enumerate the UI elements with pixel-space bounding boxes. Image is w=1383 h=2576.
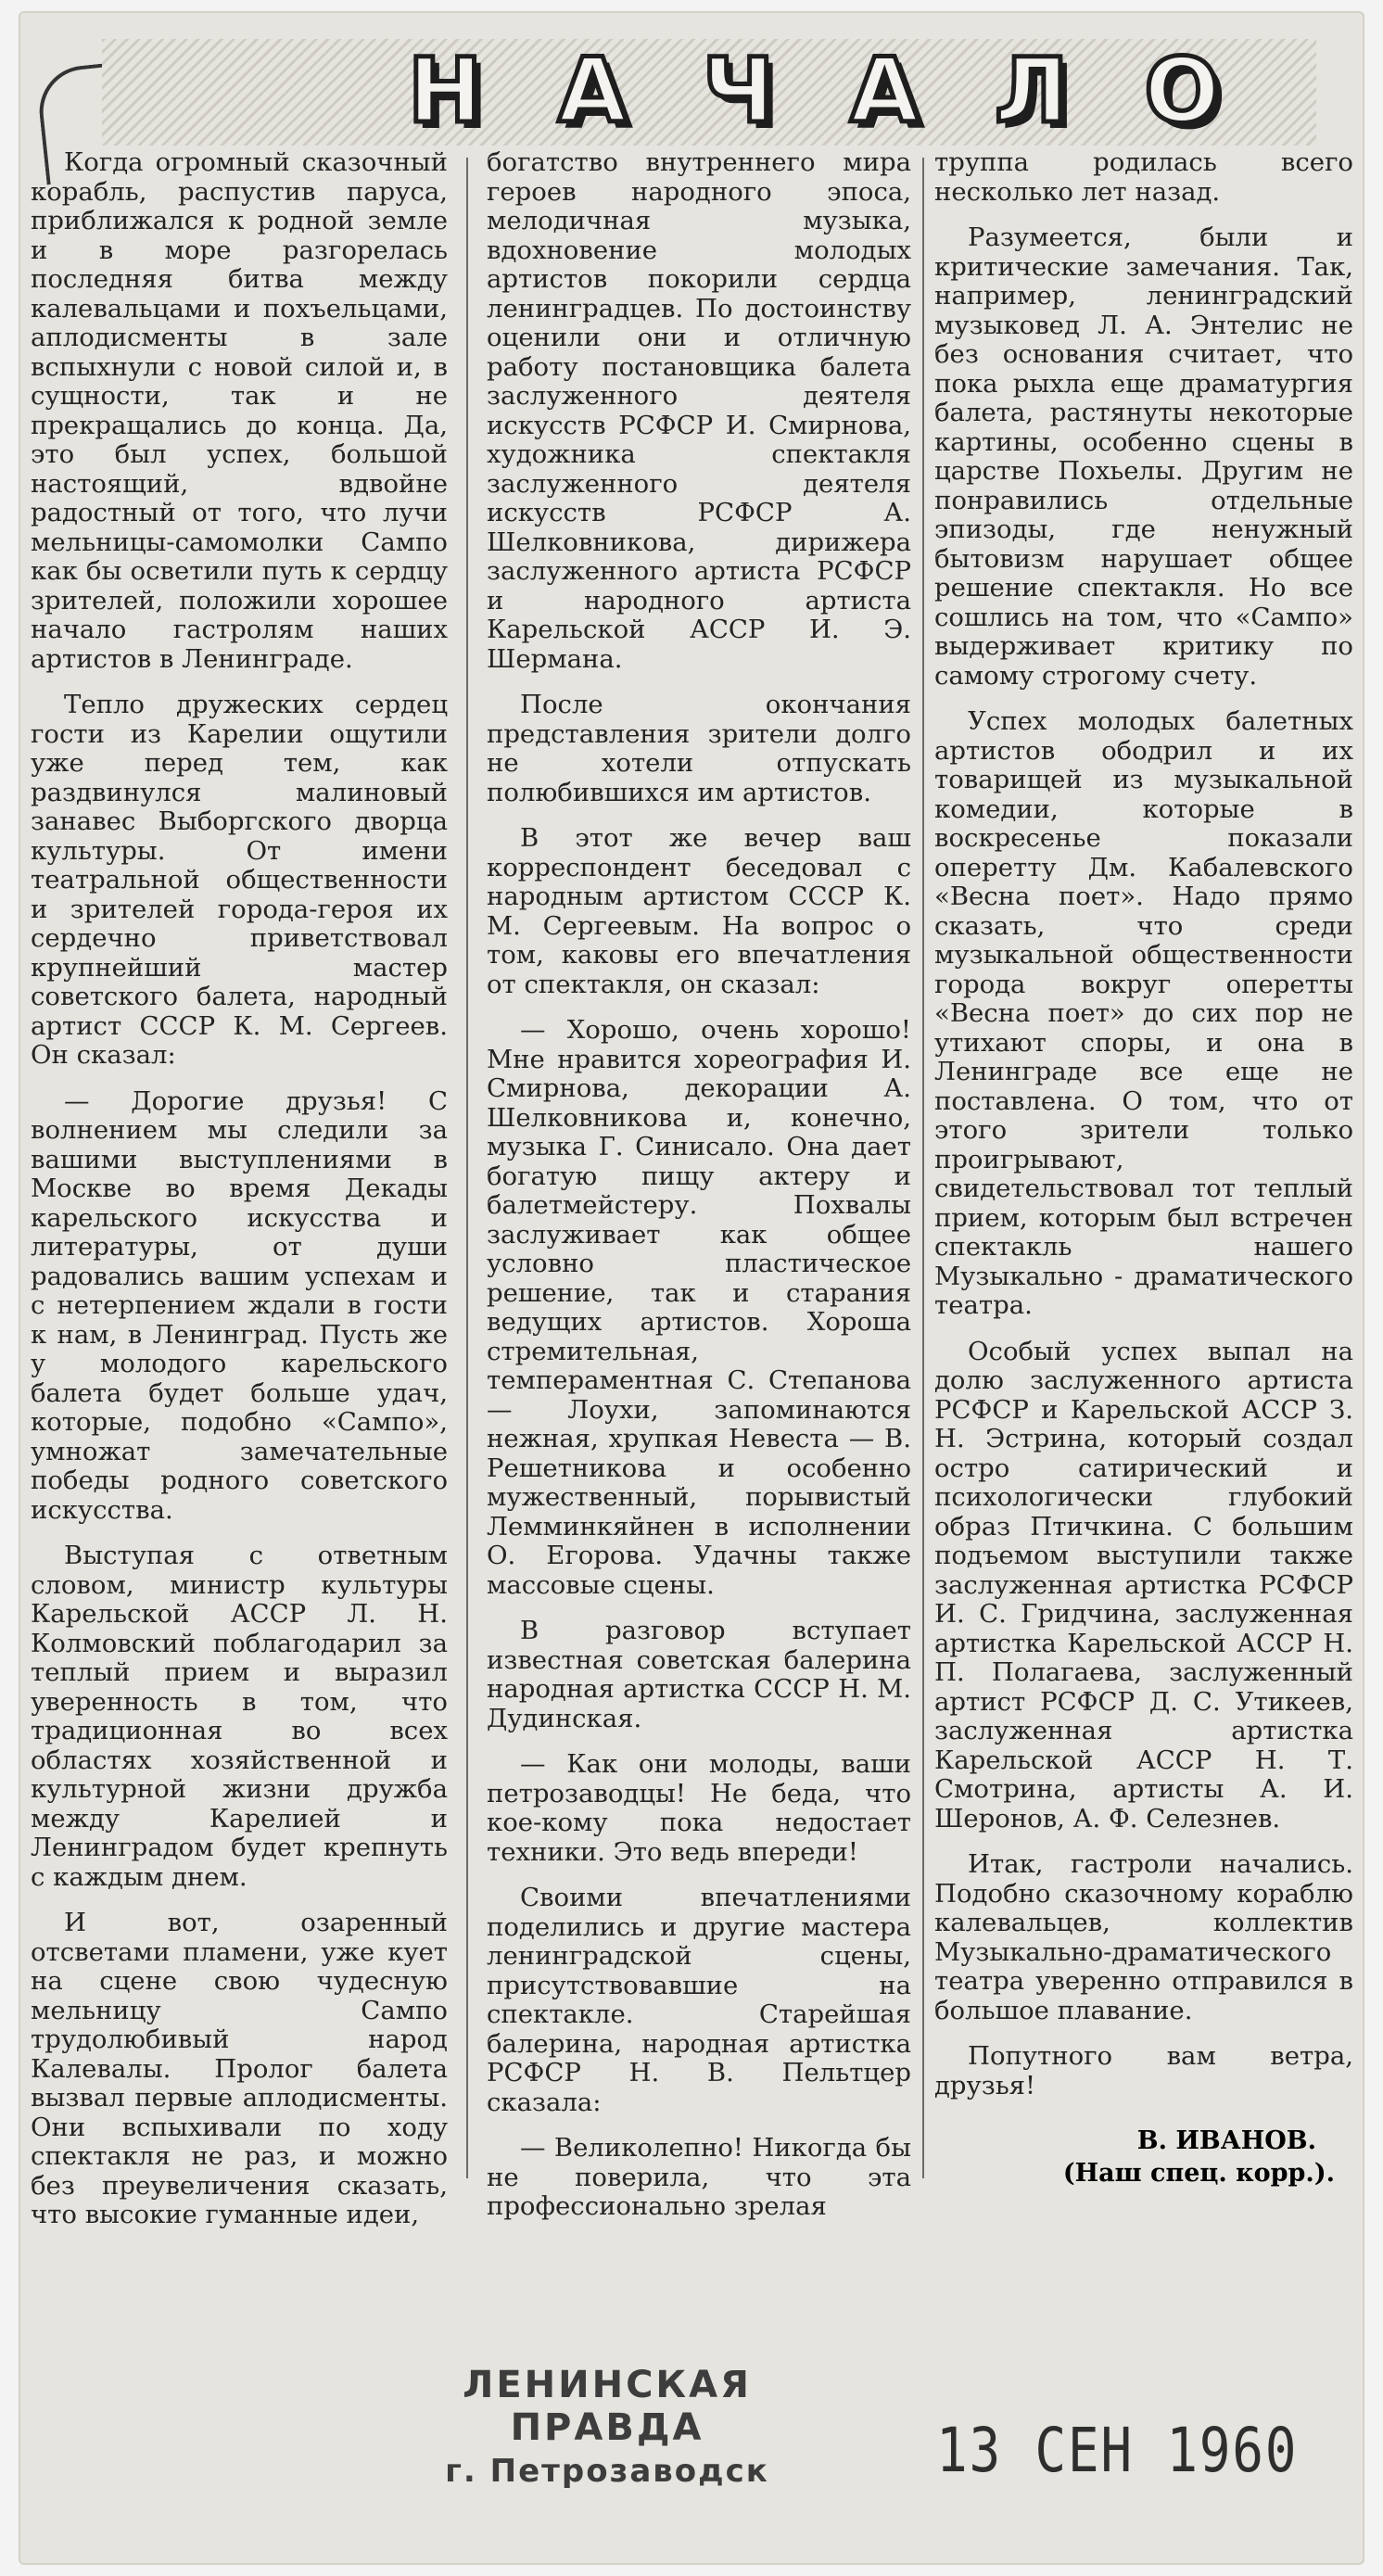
article-paragraph: Итак, гастроли начались. Подобно сказочному кораблю калевальцев, коллектив Музыкально-драматического театра уверенно отправился в большое плавание. — [934, 1849, 1353, 2025]
headline-letter: Л — [995, 39, 1072, 143]
headline — [408, 39, 1224, 143]
headline-letter: Н — [408, 39, 487, 143]
article-paragraph: — Дорогие друзья! С волнением мы следили за вашими выступлениями в Москве во время Декады карельского искусства и литературы, от души радовались вашим успехам и с нетерпением ждали в гости к нам, в Ленинград. Пусть же у молодого карельского балета будет больше удач, которые, подобно «Сампо», умножат замечательные победы родного советского искусства. — [31, 1085, 448, 1525]
article-paragraph: труппа родилась всего несколько лет назад. — [934, 147, 1353, 207]
article-column-2 — [487, 148, 911, 2239]
signature-block — [934, 2126, 1353, 2188]
article-paragraph: богатство внутреннего мира героев народного эпоса, мелодичная музыка, вдохновение молодых артистов покорили сердца ленинградцев. По достоинству оценили они и отличную работу постановщика балета заслуженного деятеля искусств РСФСР И. Смирнова, художника спектакля заслуженного деятеля искусств РСФСР А. Шелковникова, дирижера заслуженного артиста РСФСР и народного артиста Карельской АССР И. Э. Шермана. — [487, 147, 911, 674]
article-paragraph: Когда огромный сказочный корабль, распустив паруса, приближался к родной земле и в море разгорелась последняя битва между калевальцами и похъельцами, аплодисменты в зале вспыхнули с новой силой и, в сущности, так и не прекращались до конца. Да, это был успех, большой настоящий, вдвойне радостный от того, что лучи мельницы-самомолки Сампо как бы осветили путь к сердцу зрителей, положили хорошее начало гастролям наших артистов в Ленинграде. — [31, 147, 448, 674]
article-paragraph: Успех молодых балетных артистов ободрил и их товарищей из музыкальной комедии, которые в воскресенье показали оперетту Дм. Кабалевского «Весна поет». Надо прямо сказать, что среди музыкальной общественности города вокруг оперетты «Весна поет» до сих пор не утихают споры, и она в Ленинграде все еще не поставлена. О том, что от этого зрители только проигрывают, свидетельствовал тот теплый прием, которым был встречен спектакль нашего Музыкально - драматического театра. — [934, 706, 1353, 1320]
article-paragraph: И вот, озаренный отсветами пламени, уже кует на сцене свою чудесную мельницу Сампо трудолюбивый народ Калевалы. Пролог балета вызвал первые аплодисменты. Они вспыхивали по ходу спектакля не раз, и можно без преувеличения сказать, что высокие гуманные идеи, — [31, 1908, 448, 2229]
article-paragraph: После окончания представления зрители долго не хотели отпускать полюбившихся им артистов. — [487, 690, 911, 807]
headline-banner — [102, 39, 1316, 146]
article-paragraph: Особый успех выпал на долю заслуженного артиста РСФСР и Карельской АССР З. Н. Эстрина, который создал остро сатирический и психологически глубокий образ Птичкина. С большим подъемом выступили также заслуженная артистка РСФСР И. С. Гридчина, заслуженная артистка Карельской АССР Н. П. Полагаева, заслуженный артист РСФСР Д. С. Утикеев, заслуженная артистка Карельской АССР Н. Т. Смотрина, артисты А. И. Шеронов, А. Ф. Селезнев. — [934, 1336, 1353, 1834]
article-paragraph: — Как они молоды, ваши петрозаводцы! Не беда, что кое-кому пока недостает техники. Это ведь впереди! — [487, 1749, 911, 1867]
author-role: (Наш спец. корр.). — [1062, 2159, 1335, 2188]
headline-letter: Ч — [702, 39, 779, 143]
article-column-1 — [31, 148, 448, 2247]
article-paragraph: — Великолепно! Никогда бы не поверила, что эта профессионально зрелая — [487, 2133, 911, 2221]
article-paragraph: Разумеется, были и критические замечания. Так, например, ленинградский музыковед Л. А. Энтелис не без основания считает, что пока рыхла еще драматургия балета, растянуты некоторые картины, особенно сцены в царстве Похьелы. Другим не понравились отдельные эпизоды, где ненужный бытовизм нарушает общее решение спектакля. Но все сошлись на том, что «Сампо» выдерживает критику по самому строгому счету. — [934, 222, 1353, 691]
article-paragraph: В этот же вечер ваш корреспондент беседовал с народным артистом СССР К. М. Сергеевым. На вопрос о том, каковы его впечатления от спектакля, он сказал: — [487, 823, 911, 999]
newspaper-stamp — [389, 2364, 825, 2490]
headline-letter: А — [850, 39, 923, 143]
author-name: В. ИВАНОВ. — [1136, 2126, 1316, 2155]
article-paragraph: Своими впечатлениями поделились и другие мастера ленинградской сцены, присутствовавшие на спектакле. Старейшая балерина, народная артистка РСФСР Н. В. Пельтцер сказала: — [487, 1883, 911, 2117]
article-paragraph: — Хорошо, очень хорошо! Мне нравится хореография И. Смирнова, декорации А. Шелковникова и, конечно, музыка Г. Синисало. Она дает богатую пищу актеру и балетмейстеру. Похвалы заслуживает как общее условно пластическое решение, так и старания ведущих артистов. Хороша стремительная, темпераментная С. Степанова — Лоухи, запоминаются нежная, хрупкая Невеста — В. Решетникова и особенно мужественный, порывистый Лемминкяйнен в исполнении О. Егорова. Удачны также массовые сцены. — [487, 1015, 911, 1600]
newspaper-city: г. Петрозаводск — [445, 2453, 769, 2490]
article-paragraph: Выступая с ответным словом, министр культуры Карельской АССР Л. Н. Колмовский поблагодарил за теплый прием и выразил уверенность в том, что традиционная во всех областях хозяйственной и культурной жизни дружба между Карелией и Ленинградом будет крепнуть с каждым днем. — [31, 1541, 448, 1892]
column-divider — [466, 158, 468, 2178]
article-column-3 — [934, 148, 1353, 2117]
column-divider — [922, 158, 924, 2178]
newspaper-name: ЛЕНИНСКАЯ ПРАВДА — [463, 2364, 752, 2449]
article-paragraph: В разговор вступает известная советская балерина народная артистка СССР Н. М. Дудинская. — [487, 1616, 911, 1733]
headline-letter: А — [557, 39, 631, 143]
date-stamp: 13 СЕН 1960 — [936, 2415, 1299, 2486]
article-paragraph: Тепло дружеских сердец гости из Карелии ощутили уже перед тем, как раздвинулся малиновый занавес Выборгского дворца культуры. От имени театральной общественности и зрителей города-героя их сердечно приветствовал крупнейший мастер советского балета, народный артист СССР К. М. Сергеев. Он сказал: — [31, 690, 448, 1070]
article-paragraph: Попутного вам ветра, друзья! — [934, 2041, 1353, 2100]
headline-letter: О — [1144, 39, 1224, 143]
